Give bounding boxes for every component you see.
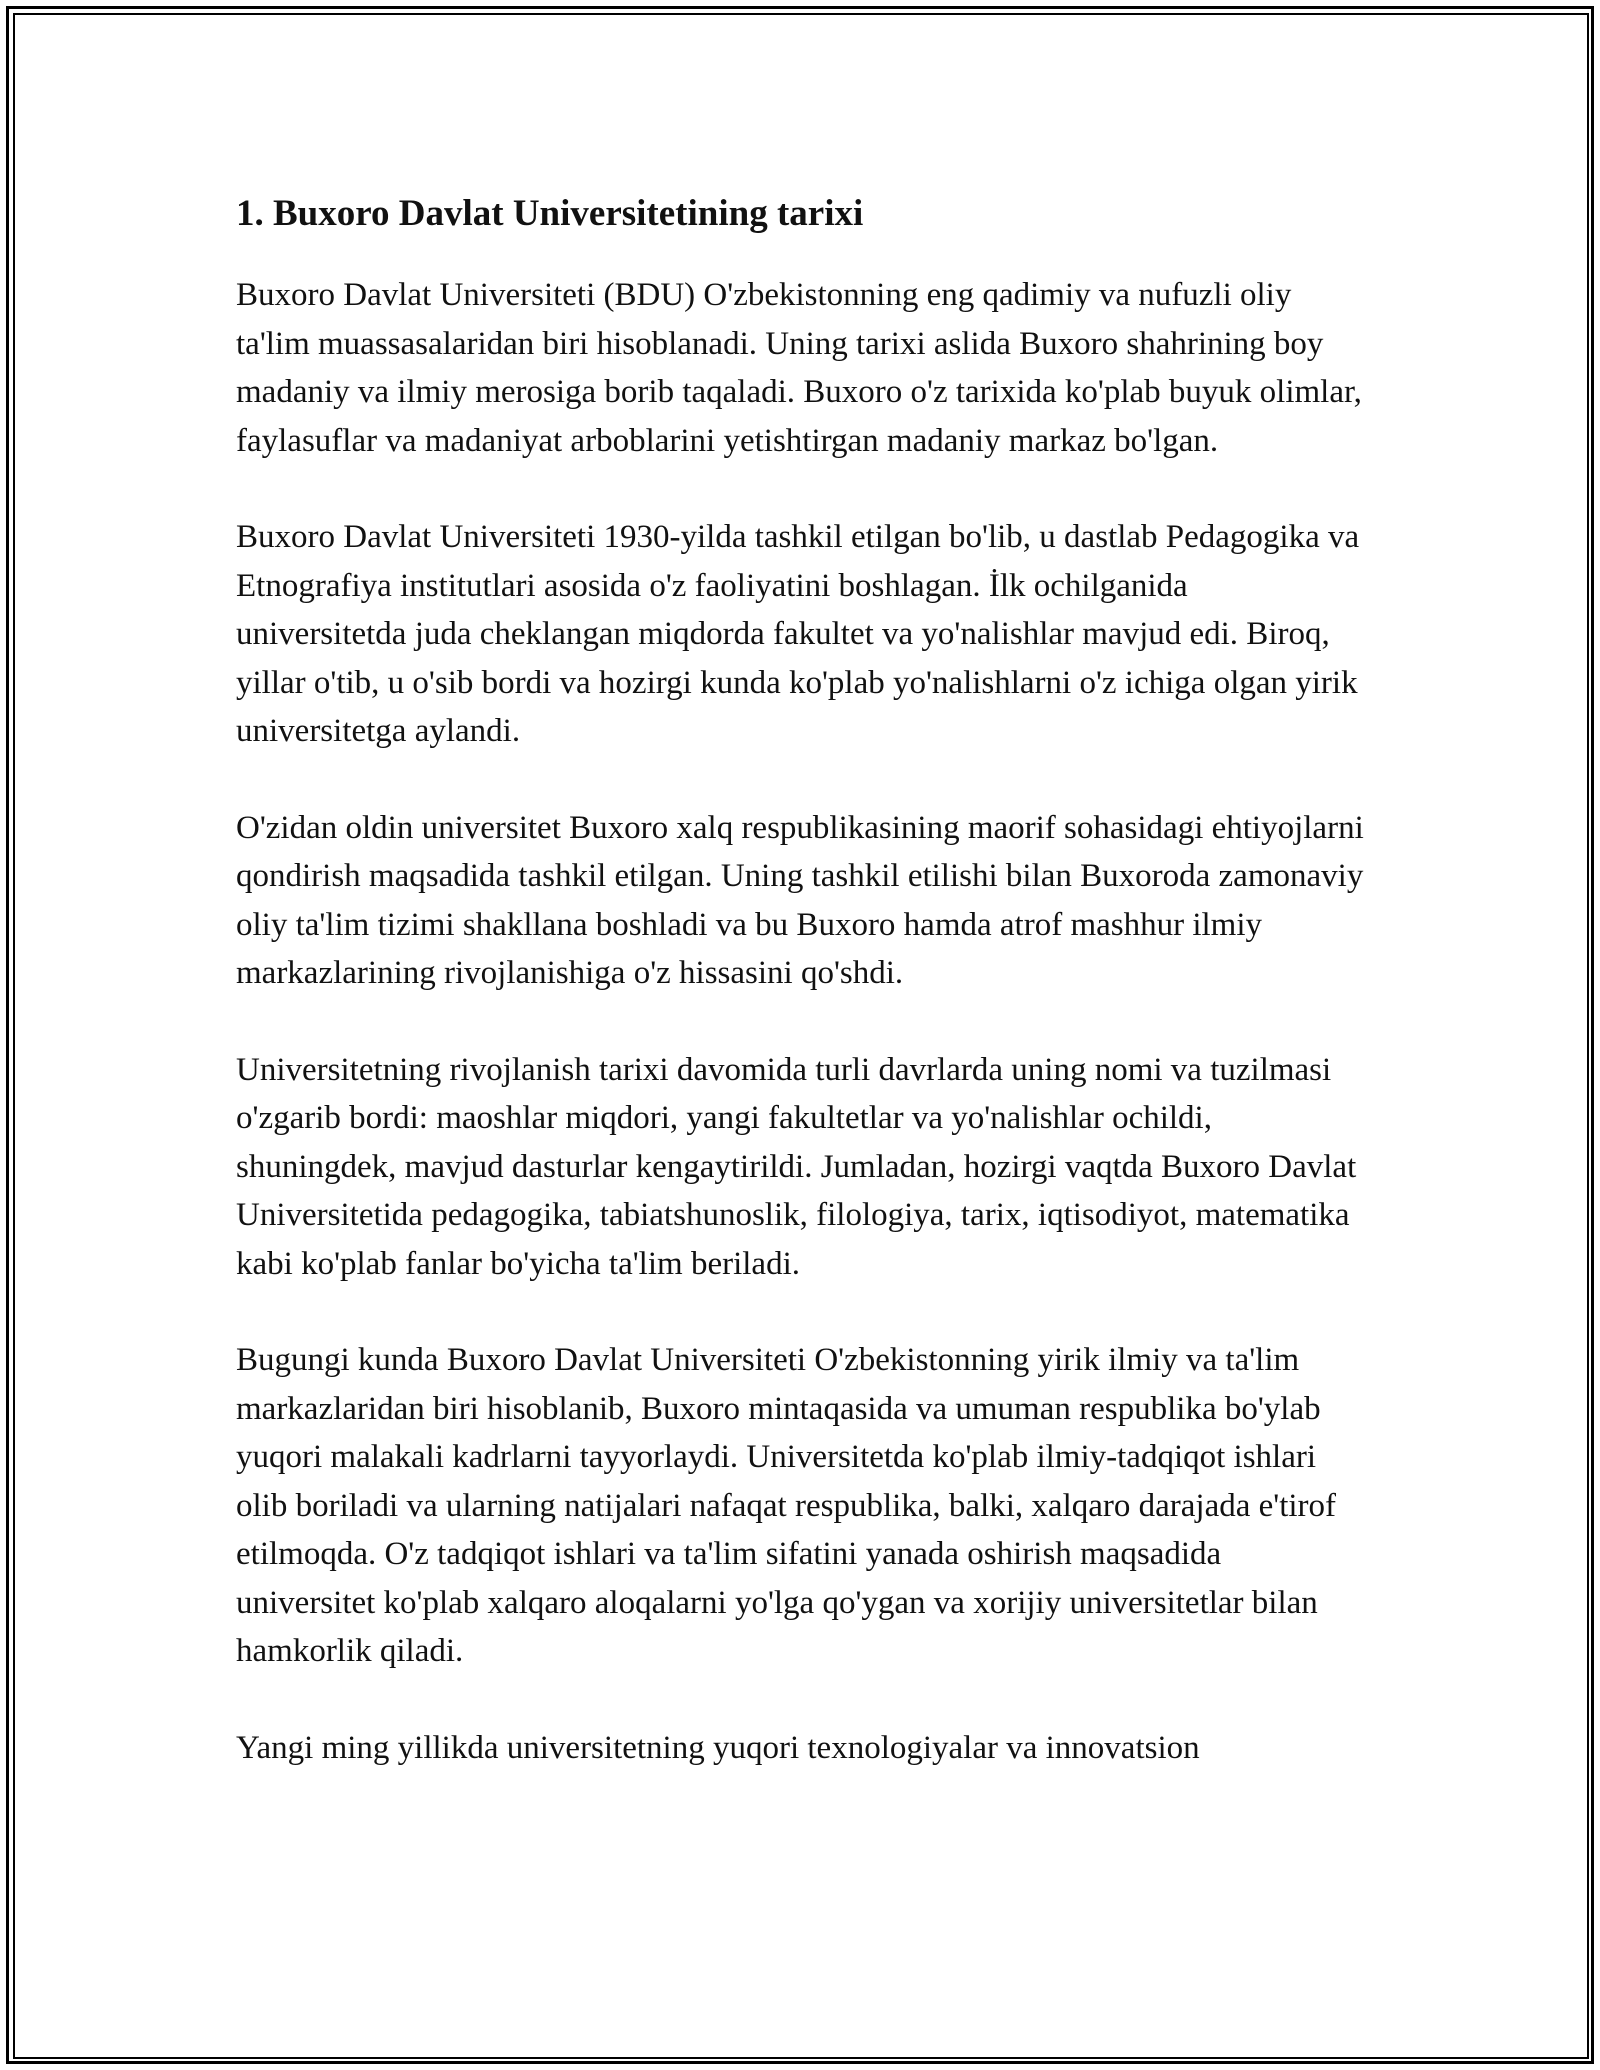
paragraph-4: Universitetning rivojlanish tarixi davomida turli davrlarda uning nomi va tuzilmasi o'zgarib bordi: maoshlar miqdori, yangi fakultetlar va yo'nalishlar ochildi, shuningdek, mavjud dasturlar kengaytirildi. Jumladan, hozirgi vaqtda Buxoro Davlat Universitetida pedagogika, tabiatshunoslik, filologiya, tarix, iqtisodiyot, matematika kabi ko'plab fanlar bo'yicha ta'lim beriladi. [236, 1051, 1357, 1282]
paragraph-1: Buxoro Davlat Universiteti (BDU) O'zbekistonning eng qadimiy va nufuzli oliy ta'lim muassasalaridan biri hisoblanadi. Uning tarixi aslida Buxoro shahrining boy madaniy va ilmiy merosiga borib taqaladi. Buxoro o'z tarixida ko'plab buyuk olimlar, faylasuflar va madaniyat arboblarini yetishtirgan madaniy markaz bo'lgan. [236, 277, 1362, 459]
paragraph-2: Buxoro Davlat Universiteti 1930-yilda tashkil etilgan bo'lib, u dastlab Pedagogika va Etnografiya institutlari asosida o'z faoliyatini boshlagan. İlk ochilganida universitetda juda cheklangan miqdorda fakultet va yo'nalishlar mavjud edi. Biroq, yillar o'tib, u o'sib bordi va hozirgi kunda ko'plab yo'nalishlarni o'z ichiga olgan yirik universitetga aylandi. [236, 519, 1360, 749]
paragraph-6: Yangi ming yillikda universitetning yuqori texnologiyalar va innovatsion [236, 1729, 1200, 1766]
section-heading: 1. Buxoro Davlat Universitetining tarixi [236, 193, 864, 234]
paragraph-3: O'zidan oldin universitet Buxoro xalq respublikasining maorif sohasidagi ehtiyojlarni qondirish maqsadida tashkil etilgan. Uning tashkil etilishi bilan Buxoroda zamonaviy oliy ta'lim tizimi shakllana boshladi va bu Buxoro hamda atrof mashhur ilmiy markazlarining rivojlanishiga o'z hissasini qo'shdi. [236, 809, 1364, 991]
document-body [236, 185, 1366, 1820]
paragraph-5: Bugungi kunda Buxoro Davlat Universiteti O'zbekistonning yirik ilmiy va ta'lim markazlaridan biri hisoblanib, Buxoro mintaqasida va umuman respublika bo'ylab yuqori malakali kadrlarni tayyorlaydi. Universitetda ko'plab ilmiy-tadqiqot ishlari olib boriladi va ularning natijalari nafaqat respublika, balki, xalqaro darajada e'tirof etilmoqda. O'z tadqiqot ishlari va ta'lim sifatini yanada oshirish maqsadida universitet ko'plab xalqaro aloqalarni yo'lga qo'ygan va xorijiy universitetlar bilan hamkorlik qiladi. [236, 1342, 1337, 1669]
